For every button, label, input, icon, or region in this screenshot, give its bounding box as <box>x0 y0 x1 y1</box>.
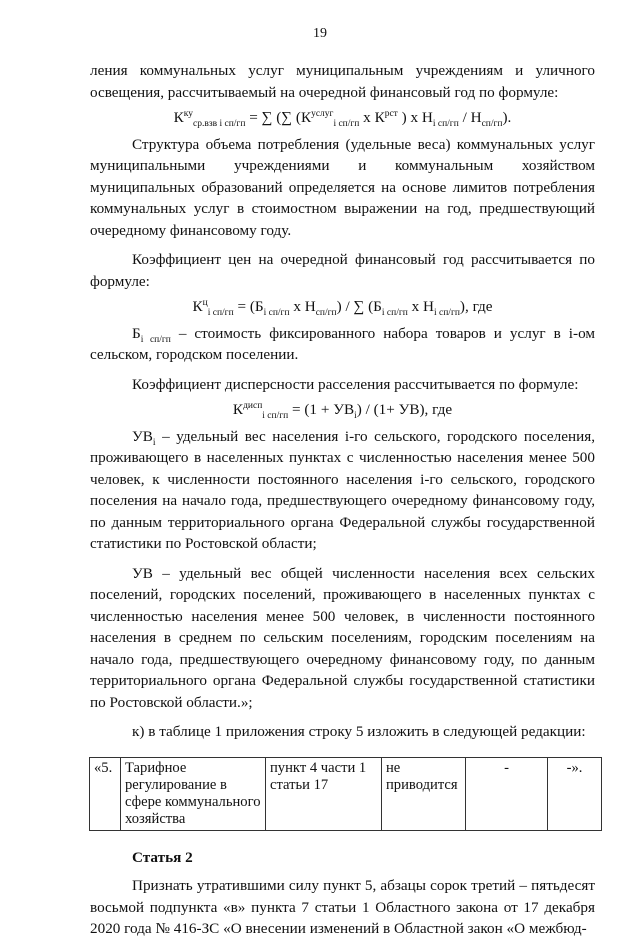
table-cell-number: «5. <box>90 757 121 830</box>
definition-uvi: $УВ_i$ – удельный вес населения i-го сельского, городского поселения, проживающего в населенных пунктах с численностью населения менее 500 человек, к численности постоянного населения i-го сельского, городского поселения на начало года, предшествующего очередному финансовому году, по данным территориального органа Федеральной службы государственной статистики по Ростовской области; <box>90 427 595 552</box>
paragraph-price-coefficient: Коэффициент цен на очередной финансовый год рассчитывается по формуле: <box>90 251 595 290</box>
formula-utility-coefficient: $К^{ку}_{ср.взв i сп/гп}$ = ∑ (∑ ($К^{услуг}_{i сп/гп}$ х $К^{рст}$ ) х $Н_{i сп/гп} / Н_{сп/гп}$). <box>173 108 512 130</box>
paragraph-dispersion-coefficient: Коэффициент дисперсности расселения рассчитывается по формуле: <box>132 375 579 393</box>
table-cell-name: Тарифное регулирование в сфере коммунального хозяйства <box>121 757 266 830</box>
document-body <box>90 60 595 940</box>
paragraph-table-amendment: к) в таблице 1 приложения строку 5 изложить в следующей редакции: <box>132 723 586 740</box>
page-number: 19 <box>313 26 327 41</box>
formula-dispersion-coefficient: $К^{дисп}_{i сп/гп} = (1 + УВ_i) / (1+ УВ)$, где <box>232 400 453 422</box>
table-row <box>90 757 602 830</box>
formula-price-coefficient: $К^ц_{i сп/гп} = (Б_{i сп/гп}$ х $Н_{сп/гп}$) / ∑ ($Б_{i сп/гп}$ х $Н_{i сп/гп}$), где <box>192 297 493 319</box>
table-cell-dash-2: -». <box>548 757 602 830</box>
paragraph-continuation: ления коммунальных услуг муниципальным учреждениям и уличного освещения, рассчитываемый на очередной финансовый год по формуле: <box>90 62 595 101</box>
paragraph-article-2: Признать утратившими силу пункт 5, абзацы сорок третий – пятьдесят восьмой подпункта «в» пункта 7 статьи 1 Областного закона от 17 декабря 2020 года № 416-ЗС «О внесении изменений в Областной закон «О межбюд- <box>90 877 595 937</box>
definition-b: $Б_{i сп/гп}$ – стоимость фиксированного набора товаров и услуг в i-ом сельском, городском поселении. <box>90 324 595 363</box>
article-heading: Статья 2 <box>132 848 193 866</box>
definition-uv: УВ – удельный вес общей численности населения всех сельских поселений, городских поселений, проживающего в населенных пунктах с численностью населения менее 500 человек, в численности постоянного населения в среднем по сельским поселениям, городским поселениям на начало года, предшествующего очередному финансовому году, по данным территориального органа Федеральной службы государственной статистики по Ростовской области.»; <box>90 564 595 711</box>
amendment-table <box>89 757 602 831</box>
table-cell-reference: пункт 4 части 1 статьи 17 <box>266 757 382 830</box>
table-cell-note: не приводится <box>382 757 466 830</box>
table-cell-dash-1: - <box>466 757 548 830</box>
paragraph-consumption-structure: Структура объема потребления (удельные веса) коммунальных услуг муниципальными учреждениями и коммунальным хозяйством муниципальных образований определяется на основе лимитов потребления коммунальных услуг в стоимостном выражении на год, предшествующий очередному финансовому году. <box>90 135 595 239</box>
